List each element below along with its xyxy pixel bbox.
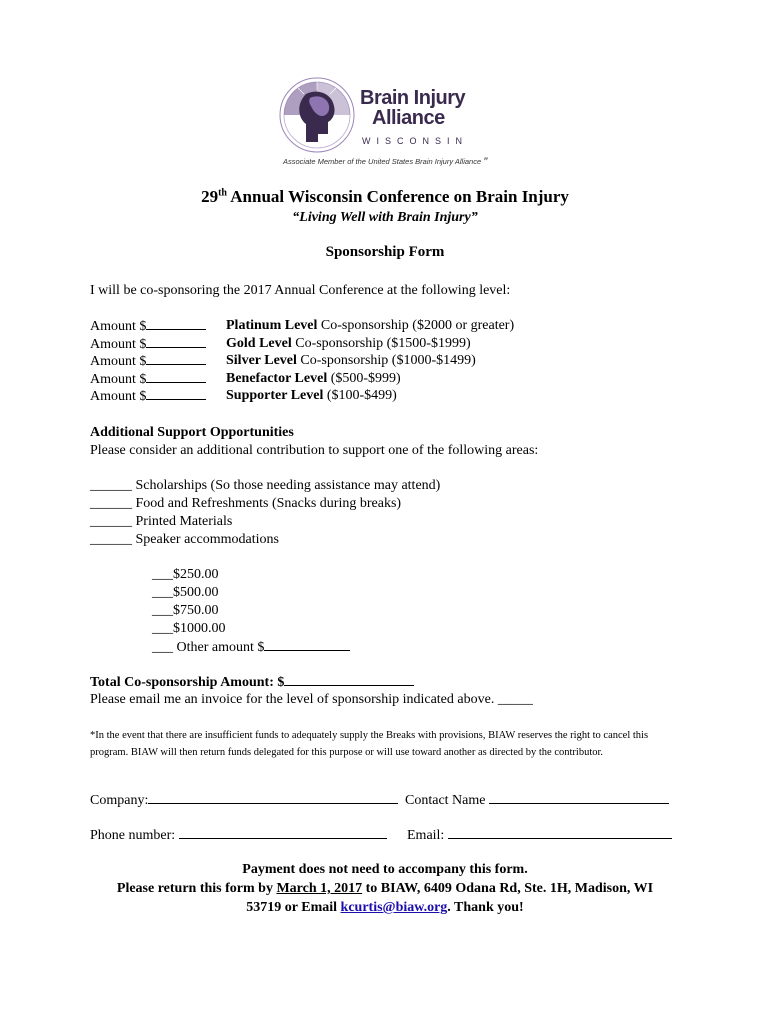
fine-print: *In the event that there are insufficient funds to adequately supply the Breaks with provisions, BIAW reserves the right to cancel this program. BIAW will then return funds delegated for this purpose or will use toward another as directed by the contributor. (90, 730, 649, 758)
amount-row-platinum[interactable]: Amount $ (90, 317, 206, 335)
amount-option-other[interactable]: ___ Other amount $ (152, 638, 350, 656)
level-gold: Gold Level Co-sponsorship ($1500-$1999) (226, 335, 471, 351)
amount-option-500[interactable]: ___$500.00 (152, 585, 219, 600)
amount-column (90, 317, 206, 405)
total-amount[interactable]: Total Co-sponsorship Amount: $ (90, 673, 414, 691)
level-benefactor: Benefactor Level ($500-$999) (226, 370, 401, 386)
logo-name-line1: Brain Injury (360, 87, 466, 109)
area-scholarships[interactable]: ______ Scholarships (So those needing assistance may attend) (90, 478, 441, 493)
deadline-date: March 1, 2017 (276, 881, 363, 896)
amount-row-supporter[interactable]: Amount $ (90, 387, 206, 405)
amount-row-gold[interactable]: Amount $ (90, 335, 206, 353)
area-printed-materials[interactable]: ______ Printed Materials (90, 514, 233, 529)
amount-row-silver[interactable]: Amount $ (90, 352, 206, 370)
additional-heading: Additional Support Opportunities (90, 425, 294, 440)
payment-note: Payment does not need to accompany this form. (242, 862, 528, 877)
area-food[interactable]: ______ Food and Refreshments (Snacks during breaks) (90, 496, 402, 511)
level-column (226, 317, 514, 405)
contact-name-field[interactable]: Contact Name (405, 790, 669, 809)
invoice-request[interactable]: Please email me an invoice for the level of sponsorship indicated above. _____ (90, 692, 533, 707)
amount-option-1000[interactable]: ___$1000.00 (152, 621, 226, 636)
level-silver: Silver Level Co-sponsorship ($1000-$1499) (226, 353, 476, 369)
return-instructions: Please return this form by March 1, 2017 to BIAW, 6409 Odana Rd, Ste. 1H, Madison, WI (116, 881, 654, 896)
logo-name-line2: Alliance (372, 107, 445, 129)
logo-tagline: Associate Member of the United States Brain Injury Alliance ” (283, 155, 488, 169)
phone-field[interactable]: Phone number: (90, 825, 387, 844)
logo-region: WISCONSIN (362, 136, 469, 146)
area-speaker[interactable]: ______ Speaker accommodations (90, 532, 279, 547)
amount-option-750[interactable]: ___$750.00 (152, 603, 219, 618)
level-supporter: Supporter Level ($100-$499) (226, 388, 397, 404)
amount-row-benefactor[interactable]: Amount $ (90, 370, 206, 388)
company-field[interactable]: Company: (90, 790, 398, 809)
email-field[interactable]: Email: (407, 825, 672, 844)
return-email-line: 53719 or Email kcurtis@biaw.org. Thank you! (246, 900, 524, 915)
additional-text: Please consider an additional contribution to support one of the following areas: (90, 443, 539, 458)
amount-option-250[interactable]: ___$250.00 (152, 567, 219, 582)
page-subtitle: “Living Well with Brain Injury” (292, 210, 478, 225)
level-platinum: Platinum Level Co-sponsorship ($2000 or greater) (226, 318, 515, 333)
contact-email-link[interactable]: kcurtis@biaw.org (340, 900, 448, 915)
intro-text: I will be co-sponsoring the 2017 Annual Conference at the following level: (90, 283, 511, 298)
form-title: Sponsorship Form (325, 244, 445, 260)
brain-head-logo-icon (278, 76, 356, 154)
page-title: 29th Annual Wisconsin Conference on Brain Injury (201, 187, 569, 206)
logo-wordmark (360, 88, 465, 128)
